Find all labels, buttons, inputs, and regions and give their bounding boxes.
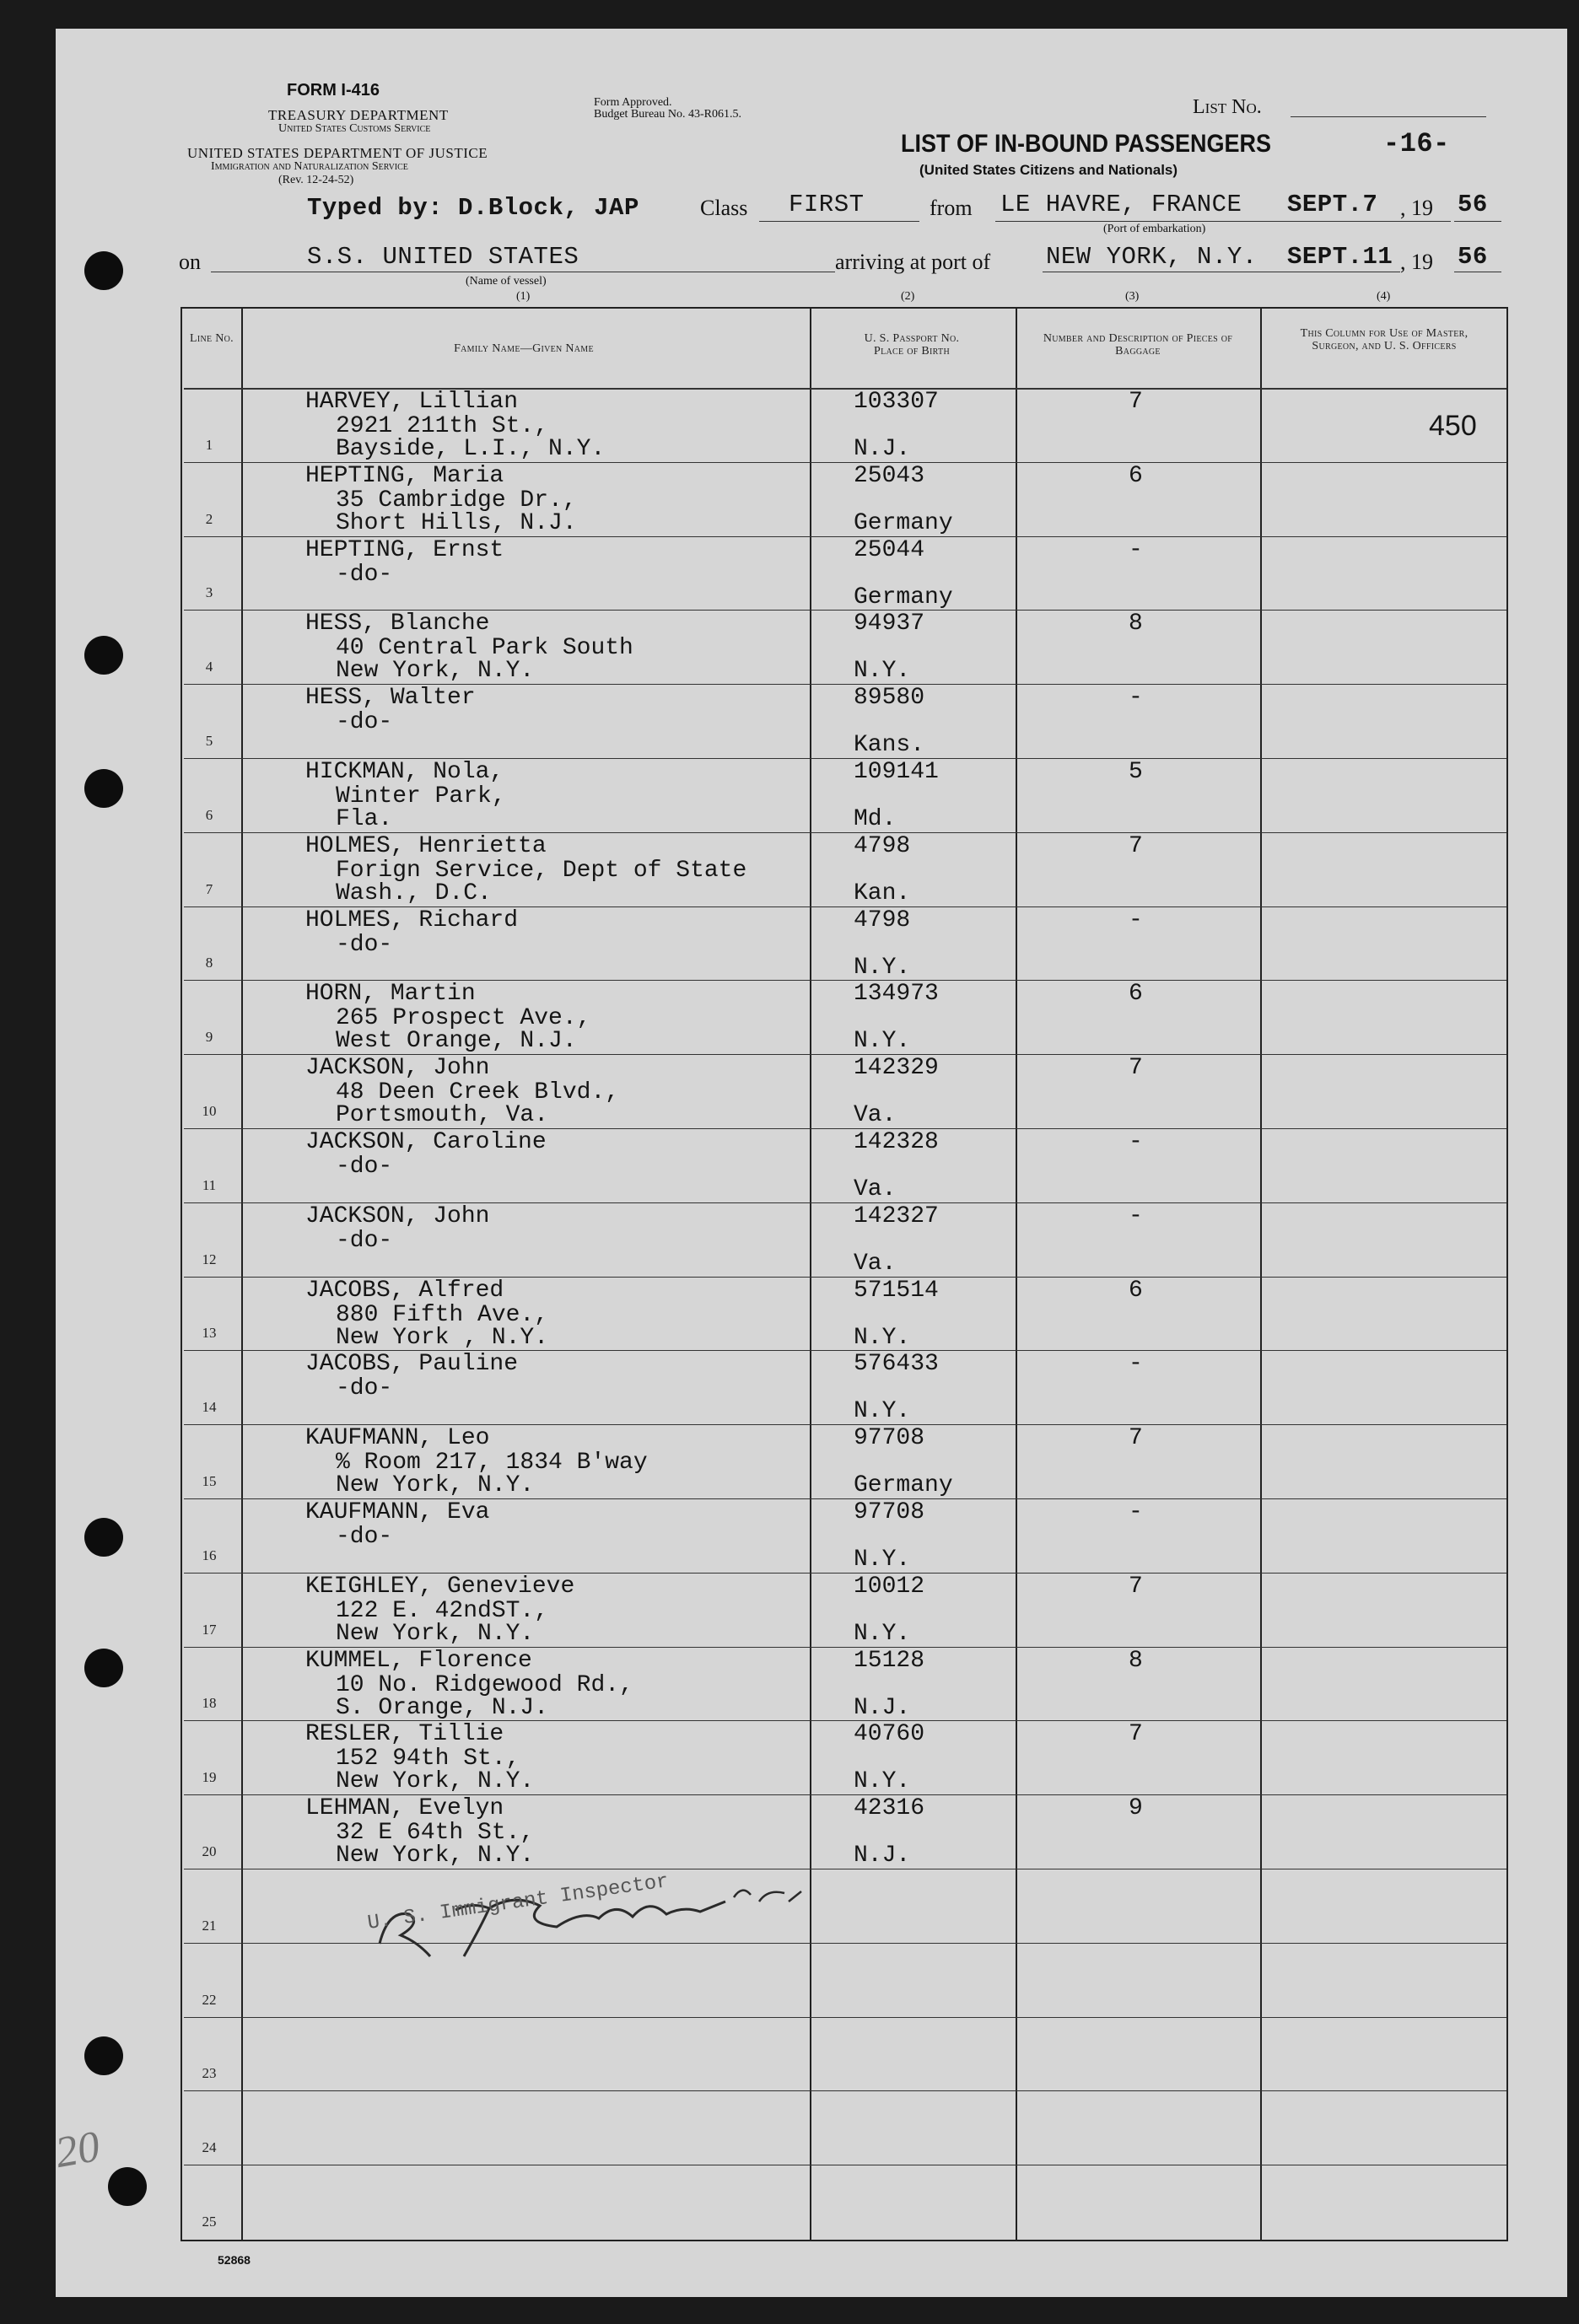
- passenger-address-1: % Room 217, 1834 B'way: [336, 1450, 648, 1477]
- line-number: 23: [202, 2065, 217, 2082]
- passenger-address-1: 32 E 64th St.,: [336, 1820, 535, 1847]
- line-number: 19: [202, 1769, 217, 1786]
- line-number: 8: [205, 955, 213, 971]
- line-number: 14: [202, 1399, 217, 1416]
- arrival-date: SEPT.11: [1287, 243, 1393, 271]
- passport-number: 576433: [854, 1351, 939, 1378]
- passenger-address-2: Portsmouth, Va.: [336, 1102, 549, 1129]
- passport-number: 42316: [854, 1795, 925, 1822]
- passenger-name: JACKSON, Caroline: [305, 1129, 547, 1155]
- baggage-count: 6: [1129, 462, 1143, 489]
- place-of-birth: Va.: [854, 1176, 897, 1202]
- baggage-count: -: [1129, 1499, 1143, 1525]
- baggage-count: 7: [1129, 1573, 1143, 1600]
- punch-hole: [84, 636, 123, 675]
- passenger-address-1: -do-: [336, 1524, 393, 1550]
- passenger-address-2: Bayside, L.I., N.Y.: [336, 436, 606, 462]
- passport-number: 142327: [854, 1202, 939, 1229]
- place-of-birth: Va.: [854, 1250, 897, 1277]
- embark-caption: (Port of embarkation): [1103, 223, 1206, 235]
- col-3-number: (3): [1125, 290, 1140, 303]
- line-number: 25: [202, 2214, 217, 2230]
- ins-label: Immigration and Naturalization Service: [211, 160, 408, 173]
- line-number: 15: [202, 1473, 217, 1489]
- passenger-address-2: Wash., D.C.: [336, 880, 492, 906]
- col-header-passport: U. S. Passport No. Place of Birth: [864, 332, 960, 358]
- passport-number: 4798: [854, 832, 911, 859]
- passport-number: 10012: [854, 1573, 925, 1600]
- line-number: 24: [202, 2139, 217, 2156]
- column-divider: [241, 309, 243, 2240]
- baggage-count: 7: [1129, 1721, 1143, 1748]
- column-divider: [1016, 309, 1017, 2240]
- passenger-name: JACOBS, Alfred: [305, 1277, 504, 1304]
- col-1-number: (1): [516, 290, 531, 303]
- row-divider: [184, 2017, 1506, 2018]
- passenger-name: JACKSON, John: [305, 1055, 490, 1082]
- embark-date: SEPT.7: [1287, 191, 1378, 218]
- passport-number: 97708: [854, 1499, 925, 1525]
- line-number: 2: [205, 510, 213, 527]
- passenger-name: KAUFMANN, Leo: [305, 1425, 490, 1452]
- arrival-port: NEW YORK, N.Y.: [1046, 243, 1258, 271]
- vessel-caption: (Name of vessel): [466, 275, 547, 288]
- passenger-address-2: New York , N.Y.: [336, 1324, 549, 1351]
- passport-number: 109141: [854, 759, 939, 785]
- punch-hole: [108, 2167, 147, 2206]
- place-of-birth: N.Y.: [854, 1768, 911, 1795]
- passenger-address-2: New York, N.Y.: [336, 658, 535, 685]
- col-4-number: (4): [1377, 290, 1391, 303]
- sheet-number: -16-: [1383, 128, 1450, 159]
- passenger-address-1: 48 Deen Creek Blvd.,: [336, 1079, 620, 1106]
- class-label: Class: [700, 196, 748, 220]
- form-number: FORM I-416: [287, 81, 380, 100]
- treasury-label: TREASURY DEPARTMENT: [268, 107, 449, 123]
- passenger-address-1: -do-: [336, 1154, 393, 1180]
- passenger-address-1: -do-: [336, 709, 393, 736]
- punch-hole: [84, 1649, 123, 1687]
- revision-label: (Rev. 12-24-52): [278, 174, 354, 186]
- passenger-address-1: 10 No. Ridgewood Rd.,: [336, 1671, 633, 1698]
- place-of-birth: Md.: [854, 806, 897, 832]
- passport-number: 97708: [854, 1425, 925, 1452]
- passenger-name: KAUFMANN, Eva: [305, 1499, 490, 1525]
- print-code: 52868: [218, 2253, 251, 2267]
- punch-hole: [84, 769, 123, 808]
- passenger-name: HARVEY, Lillian: [305, 389, 519, 415]
- form-approved-label: Form Approved.: [594, 96, 672, 109]
- place-of-birth: N.J.: [854, 1694, 911, 1721]
- passport-number: 571514: [854, 1277, 939, 1304]
- baggage-count: -: [1129, 1202, 1143, 1229]
- passenger-name: KUMMEL, Florence: [305, 1647, 532, 1674]
- passenger-address-2: Short Hills, N.J.: [336, 509, 577, 536]
- year-prefix-2: , 19: [1400, 250, 1433, 274]
- list-no-label: List No.: [1193, 96, 1262, 118]
- line-number: 11: [202, 1176, 217, 1193]
- embark-port: LE HAVRE, FRANCE: [1000, 191, 1242, 218]
- passport-number: 25044: [854, 536, 925, 563]
- baggage-count: 6: [1129, 981, 1143, 1008]
- baggage-count: 6: [1129, 1277, 1143, 1304]
- place-of-birth: Germany: [854, 509, 953, 536]
- passenger-name: HEPTING, Maria: [305, 462, 504, 489]
- year-line-1: [1454, 221, 1501, 222]
- passenger-address-2: New York, N.Y.: [336, 1768, 535, 1795]
- passport-number: 134973: [854, 981, 939, 1008]
- passenger-name: HICKMAN, Nola,: [305, 759, 504, 785]
- passenger-address-1: 265 Prospect Ave.,: [336, 1005, 591, 1032]
- baggage-count: -: [1129, 536, 1143, 563]
- line-number: 4: [205, 659, 213, 675]
- margin-note: 20: [51, 2122, 104, 2178]
- passenger-address-2: New York, N.Y.: [336, 1472, 535, 1499]
- row-divider: [184, 2090, 1506, 2091]
- place-of-birth: Kan.: [854, 880, 911, 906]
- baggage-count: 8: [1129, 611, 1143, 637]
- line-number: 16: [202, 1547, 217, 1563]
- passenger-name: HESS, Walter: [305, 685, 476, 712]
- col-header-line-no: Line No.: [190, 332, 234, 345]
- passenger-name: JACKSON, John: [305, 1202, 490, 1229]
- passenger-address-2: West Orange, N.J.: [336, 1028, 577, 1055]
- line-number: 5: [205, 733, 213, 749]
- passport-number: 40760: [854, 1721, 925, 1748]
- place-of-birth: Kans.: [854, 732, 925, 759]
- place-of-birth: N.Y.: [854, 1398, 911, 1425]
- col-header-baggage: Number and Description of Pieces of Baggage: [1043, 332, 1233, 358]
- officer-note: 450: [1429, 410, 1477, 442]
- baggage-count: -: [1129, 1129, 1143, 1155]
- arrival-year: 56: [1458, 243, 1488, 271]
- line-number: 12: [202, 1251, 217, 1267]
- place-of-birth: N.Y.: [854, 954, 911, 981]
- line-number: 1: [205, 436, 213, 453]
- budget-bureau-label: Budget Bureau No. 43-R061.5.: [594, 108, 741, 121]
- line-number: 13: [202, 1325, 217, 1342]
- passenger-address-2: New York, N.Y.: [336, 1620, 535, 1647]
- passport-number: 25043: [854, 462, 925, 489]
- passenger-address-1: 880 Fifth Ave.,: [336, 1301, 549, 1328]
- passenger-address-1: 122 E. 42ndST.,: [336, 1597, 549, 1624]
- punch-hole: [84, 1518, 123, 1557]
- col-2-number: (2): [901, 290, 915, 303]
- typed-by: Typed by: D.Block, JAP: [307, 194, 639, 222]
- line-number: 18: [202, 1695, 217, 1712]
- baggage-count: 7: [1129, 1425, 1143, 1452]
- place-of-birth: N.J.: [854, 1843, 911, 1869]
- place-of-birth: Germany: [854, 584, 953, 611]
- passport-number: 142329: [854, 1055, 939, 1082]
- class-value: FIRST: [789, 191, 865, 218]
- passport-number: 94937: [854, 611, 925, 637]
- passenger-name: KEIGHLEY, Genevieve: [305, 1573, 575, 1600]
- list-subtitle: (United States Citizens and Nationals): [919, 162, 1178, 178]
- list-no-line: [1291, 116, 1486, 117]
- baggage-count: -: [1129, 906, 1143, 933]
- passport-number: 142328: [854, 1129, 939, 1155]
- passenger-name: HEPTING, Ernst: [305, 536, 504, 563]
- passenger-address-1: -do-: [336, 561, 393, 588]
- passenger-address-1: -do-: [336, 1227, 393, 1254]
- from-line: [995, 221, 1451, 222]
- passenger-address-1: 35 Cambridge Dr.,: [336, 487, 577, 514]
- list-title: LIST OF IN-BOUND PASSENGERS: [901, 130, 1272, 158]
- passenger-address-2: S. Orange, N.J.: [336, 1694, 549, 1721]
- passenger-name: JACOBS, Pauline: [305, 1351, 519, 1378]
- passenger-name: HOLMES, Richard: [305, 906, 519, 933]
- line-number: 17: [202, 1621, 217, 1638]
- punch-hole: [84, 2036, 123, 2075]
- passport-number: 89580: [854, 685, 925, 712]
- baggage-count: -: [1129, 1351, 1143, 1378]
- line-number: 21: [202, 1917, 217, 1934]
- line-number: 6: [205, 806, 213, 823]
- passenger-address-1: 152 94th St.,: [336, 1746, 520, 1773]
- place-of-birth: N.Y.: [854, 1547, 911, 1573]
- embark-year: 56: [1458, 191, 1488, 218]
- baggage-count: -: [1129, 685, 1143, 712]
- column-divider: [1260, 309, 1262, 2240]
- inspector-title: U. S. Immigrant Inspector: [366, 1870, 671, 1935]
- passenger-address-1: -do-: [336, 931, 393, 958]
- line-number: 20: [202, 1843, 217, 1859]
- baggage-count: 9: [1129, 1795, 1143, 1822]
- passport-number: 4798: [854, 906, 911, 933]
- passport-number: 103307: [854, 389, 939, 415]
- baggage-count: 7: [1129, 832, 1143, 859]
- passenger-address-2: Fla.: [336, 806, 393, 832]
- passenger-name: HOLMES, Henrietta: [305, 832, 547, 859]
- passenger-name: RESLER, Tillie: [305, 1721, 504, 1748]
- passenger-address-1: 2921 211th St.,: [336, 413, 549, 439]
- place-of-birth: N.J.: [854, 436, 911, 462]
- line-number: 3: [205, 584, 213, 601]
- place-of-birth: N.Y.: [854, 1324, 911, 1351]
- vessel-name: S.S. UNITED STATES: [307, 243, 579, 271]
- punch-hole: [84, 251, 123, 290]
- place-of-birth: N.Y.: [854, 1620, 911, 1647]
- arriving-label: arriving at port of: [835, 250, 991, 274]
- place-of-birth: Va.: [854, 1102, 897, 1129]
- col-header-name: Family Name—Given Name: [454, 342, 594, 355]
- col-header-officers: This Column for Use of Master, Surgeon, and U. S. Officers: [1300, 327, 1469, 352]
- passenger-address-2: New York, N.Y.: [336, 1843, 535, 1869]
- baggage-count: 5: [1129, 759, 1143, 785]
- justice-label: UNITED STATES DEPARTMENT OF JUSTICE: [187, 145, 488, 161]
- line-number: 7: [205, 880, 213, 897]
- passenger-address-1: -do-: [336, 1375, 393, 1402]
- baggage-count: 7: [1129, 389, 1143, 415]
- line-number: 22: [202, 1991, 217, 2008]
- baggage-count: 7: [1129, 1055, 1143, 1082]
- line-number: 9: [205, 1029, 213, 1046]
- passenger-address-1: Winter Park,: [336, 783, 506, 810]
- passport-number: 15128: [854, 1647, 925, 1674]
- place-of-birth: Germany: [854, 1472, 953, 1499]
- place-of-birth: N.Y.: [854, 1028, 911, 1055]
- on-label: on: [179, 250, 201, 274]
- passenger-name: HESS, Blanche: [305, 611, 490, 637]
- customs-label: United States Customs Service: [278, 122, 431, 135]
- passenger-name: HORN, Martin: [305, 981, 476, 1008]
- passenger-name: LEHMAN, Evelyn: [305, 1795, 504, 1822]
- passenger-address-1: Forign Service, Dept of State: [336, 857, 747, 884]
- passenger-address-1: 40 Central Park South: [336, 635, 633, 662]
- line-number: 10: [202, 1103, 217, 1119]
- place-of-birth: N.Y.: [854, 658, 911, 685]
- from-label: from: [930, 196, 973, 220]
- year-prefix-1: , 19: [1400, 196, 1433, 220]
- baggage-count: 8: [1129, 1647, 1143, 1674]
- class-line: [759, 221, 919, 222]
